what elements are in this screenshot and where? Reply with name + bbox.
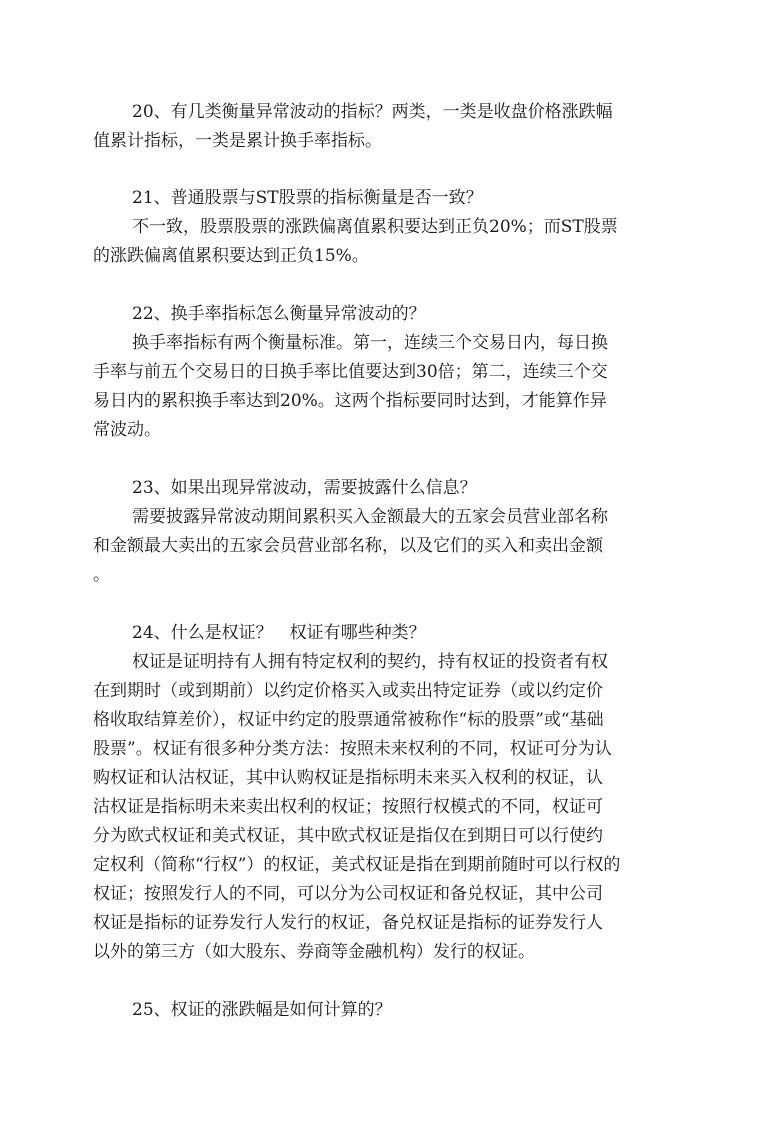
answer-24-line-11: 以外的第三方（如大股东、券商等金融机构）发行的权证。 — [93, 942, 535, 962]
answer-23-line-2: 和金额最大卖出的五家会员营业部名称，以及它们的买入和卖出金额 — [93, 536, 603, 556]
answer-24-line-1: 权证是证明持有人拥有特定权利的契约，持有权证的投资者有权 — [132, 652, 608, 672]
answer-21-line-2: 的涨跌偏离值累积要达到正负15%。 — [93, 246, 369, 266]
question-20-line-1: 20、有几类衡量异常波动的指标？两类，一类是收盘价格涨跌幅 — [132, 102, 613, 122]
question-24: 24、什么是权证？ 权证有哪些种类？ — [132, 623, 426, 643]
question-23: 23、如果出现异常波动，需要披露什么信息？ — [132, 478, 477, 498]
question-22: 22、换手率指标怎么衡量异常波动的？ — [132, 304, 426, 324]
answer-22-line-1: 换手率指标有两个衡量标准。第一，连续三个交易日内，每日换 — [132, 333, 608, 353]
answer-22-line-3: 易日内的累积换手率达到20%。这两个指标要同时达到，才能算作异 — [93, 391, 607, 411]
answer-24-line-6: 沽权证是指标明未来卖出权利的权证；按照行权模式的不同，权证可 — [93, 797, 603, 817]
answer-24-line-10: 权证是指标的证券发行人发行的权证，备兑权证是指标的证券发行人 — [93, 913, 603, 933]
question-21: 21、普通股票与ST股票的指标衡量是否一致？ — [132, 188, 483, 208]
answer-24-line-8: 定权利（简称“行权”）的权证，美式权证是指在到期前随时可以行权的 — [93, 855, 621, 875]
answer-22-line-4: 常波动。 — [93, 420, 161, 440]
answer-24-line-7: 分为欧式权证和美式权证，其中欧式权证是指仅在到期日可以行使约 — [93, 826, 603, 846]
answer-24-line-2: 在到期时（或到期前）以约定价格买入或卖出特定证券（或以约定价 — [93, 681, 603, 701]
answer-23-line-1: 需要披露异常波动期间累积买入金额最大的五家会员营业部名称 — [132, 507, 608, 527]
answer-23-line-3: 。 — [93, 565, 110, 585]
question-20-line-2: 值累计指标，一类是累计换手率指标。 — [93, 131, 382, 151]
answer-24-line-3: 格收取结算差价），权证中约定的股票通常被称作“标的股票”或“基础 — [93, 710, 604, 730]
answer-21-line-1: 不一致，股票股票的涨跌偏离值累积要达到正负20%；而ST股票 — [132, 217, 618, 237]
question-25: 25、权证的涨跌幅是如何计算的？ — [132, 1000, 392, 1020]
answer-24-line-5: 购权证和认沽权证，其中认购权证是指标明未来买入权利的权证，认 — [93, 768, 603, 788]
answer-24-line-4: 股票”。权证有很多种分类方法：按照未来权利的不同，权证可分为认 — [93, 739, 612, 759]
answer-24-line-9: 权证；按照发行人的不同，可以分为公司权证和备兑权证，其中公司 — [93, 884, 603, 904]
answer-22-line-2: 手率与前五个交易日的日换手率比值要达到30倍；第二，连续三个交 — [93, 362, 608, 382]
